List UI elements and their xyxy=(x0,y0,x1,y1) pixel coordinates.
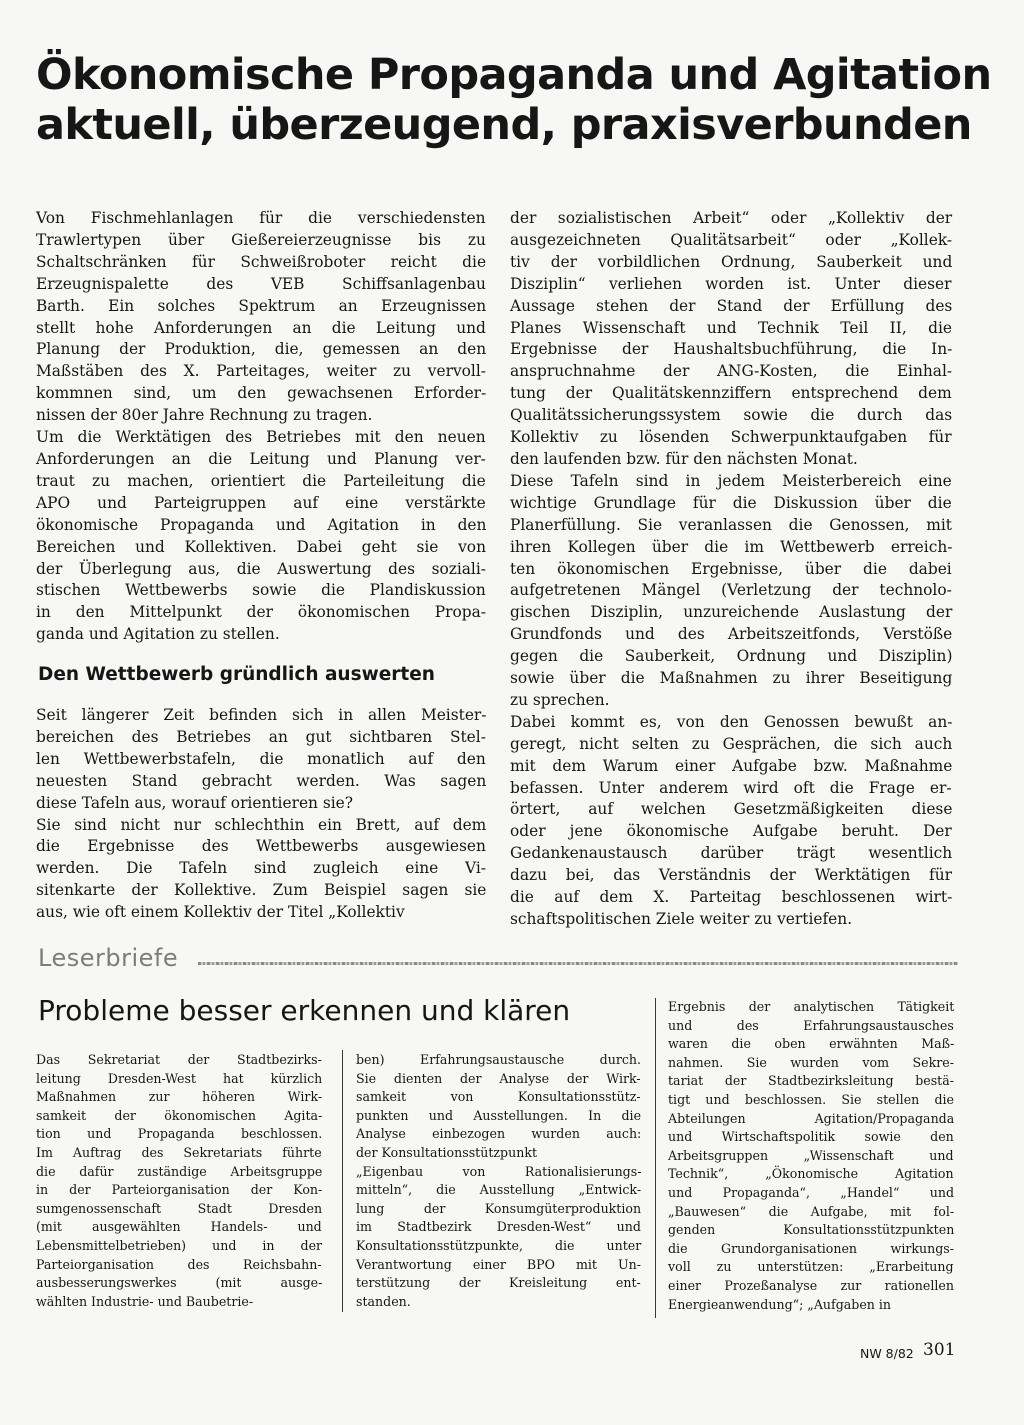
letter-column-1 xyxy=(36,1051,322,1311)
text-line: Disziplin“ verliehen worden ist. Unter dieser xyxy=(510,274,952,293)
text-line: aus, wie oft einem Kollektiv der Titel „Kollektiv xyxy=(36,903,405,922)
text-line: werden. Die Tafeln sind zugleich eine Vi- xyxy=(36,859,486,878)
text-line: nissen der 80er Jahre Rechnung zu tragen. xyxy=(36,406,373,425)
article-column-left-bottom xyxy=(36,705,486,924)
text-line: Trawlertypen über Gießereierzeugnisse bis zu xyxy=(36,230,486,249)
page-number: 301 xyxy=(923,1340,956,1360)
text-line: wichtige Grundlage für die Diskussion über die xyxy=(510,493,952,512)
column-rule xyxy=(342,1050,343,1312)
text-line: sumgenossenschaft Stadt Dresden xyxy=(36,1200,323,1216)
text-line: samkeit der ökonomischen Agita- xyxy=(36,1107,323,1123)
text-line: schaftspolitischen Ziele weiter zu vertiefen. xyxy=(510,910,853,928)
text-line: neuesten Stand gebracht werden. Was sagen xyxy=(36,771,487,790)
text-line: ausgezeichneten Qualitätsarbeit“ oder „Kollek- xyxy=(510,230,953,249)
text-line: Im Auftrag des Sekretariats führte xyxy=(36,1144,322,1160)
text-line: wählten Industrie- und Baubetrie- xyxy=(36,1293,254,1309)
text-line: diese Tafeln aus, worauf orientieren sie? xyxy=(36,793,354,812)
text-line: gischen Disziplin, unzureichende Auslastung der xyxy=(510,603,953,622)
text-line: stischen Wettbewerbs sowie die Plandiskussion xyxy=(36,581,486,600)
text-line: sitenkarte der Kollektive. Zum Beispiel sagen sie xyxy=(36,881,487,900)
paragraph xyxy=(668,998,954,1314)
text-line: aufgetretenen Mängel (Verletzung der technolo- xyxy=(510,581,952,600)
text-line: der sozialistischen Arbeit“ oder „Kollektiv der xyxy=(510,209,953,227)
text-line: ihren Kollegen über die im Wettbewerb erreich- xyxy=(510,537,953,556)
text-line: Um die Werktätigen des Betriebes mit den neuen xyxy=(36,428,486,447)
text-line: traut zu machen, orientiert die Parteileitung die xyxy=(36,471,486,490)
text-line: Das Sekretariat der Stadtbezirks- xyxy=(36,1052,322,1067)
text-line: dazu bei, das Verständnis der Werktätigen für xyxy=(510,866,953,885)
text-line: Energieanwendung“; „Aufgaben in xyxy=(668,1296,892,1312)
text-line: tariat der Stadtbezirksleitung bestä- xyxy=(668,1073,954,1089)
text-line: ten ökonomischen Ergebnisse, über die dabei xyxy=(510,559,952,578)
text-line: leitung Dresden-West hat kürzlich xyxy=(36,1070,323,1086)
text-line: ökonomische Propaganda und Agitation in den xyxy=(36,515,487,534)
letter-column-2 xyxy=(356,1051,641,1311)
text-line: (mit ausgewählten Handels- und xyxy=(36,1219,322,1235)
text-line: sowie über die Maßnahmen zu ihrer Beseitigung xyxy=(510,669,953,688)
text-line: einer Prozeßanalyse zur rationellen xyxy=(668,1277,954,1293)
paragraph xyxy=(36,208,486,427)
paragraph xyxy=(510,471,952,712)
text-line: geregt, nicht selten zu Gesprächen, die sich auch xyxy=(510,734,953,753)
headline-line: Ökonomische Propaganda und Agitation xyxy=(36,50,992,100)
text-line: Kollektiv zu lösenden Schwerpunktaufgaben für xyxy=(510,428,952,447)
text-line: die Ergebnisse des Wettbewerbs ausgewiesen xyxy=(36,837,486,856)
text-line: nahmen. Sie wurden vom Sekre- xyxy=(668,1054,954,1070)
text-line: zu sprechen. xyxy=(510,690,610,709)
text-line: stellt hohe Anforderungen an die Leitung und xyxy=(36,318,486,337)
text-line: Seit längerer Zeit befinden sich in allen Meister- xyxy=(36,706,487,724)
text-line: waren die oben erwähnten Maß- xyxy=(668,1036,955,1052)
article-headline xyxy=(36,50,996,150)
text-line: samkeit von Konsultationsstütz- xyxy=(356,1089,641,1105)
text-line: tiv der vorbildlichen Ordnung, Sauberkeit und xyxy=(510,252,953,271)
article-subheading: Den Wettbewerb gründlich auswerten xyxy=(38,664,435,685)
text-line: Dabei kommt es, von den Genossen bewußt an- xyxy=(510,712,953,731)
paragraph xyxy=(36,815,486,925)
text-line: Grundfonds und des Arbeitszeitfonds, Verstöße xyxy=(510,625,953,644)
text-line: punkten und Ausstellungen. In die xyxy=(356,1107,642,1123)
paragraph xyxy=(356,1051,641,1311)
text-line: Analyse einbezogen wurden auch: xyxy=(356,1126,642,1142)
letter-headline: Probleme besser erkennen und klären xyxy=(38,994,571,1027)
text-line: und Propaganda“, „Handel“ und xyxy=(668,1184,955,1200)
text-line: APO und Parteigruppen auf eine verstärkte xyxy=(36,493,486,512)
article-column-right xyxy=(510,208,952,931)
text-line: Sie dienten der Analyse der Wirk- xyxy=(356,1070,641,1086)
text-line: tung der Qualitätskennziffern entsprechend dem xyxy=(510,384,952,403)
text-line: voll zu unterstützen: „Erarbeitung xyxy=(668,1259,954,1275)
text-line: der Konsultationsstützpunkt xyxy=(356,1144,538,1160)
text-line: genden Konsultationsstützpunkten xyxy=(668,1222,955,1238)
text-line: örtert, auf welchen Gesetzmäßigkeiten diese xyxy=(510,800,953,819)
journal-reference: NW 8/82 xyxy=(860,1346,914,1361)
text-line: Konsultationsstützpunkte, die unter xyxy=(356,1237,642,1253)
text-line: len Wettbewerbstafeln, die monatlich auf den xyxy=(36,749,486,768)
text-line: Schaltschränken für Schweißroboter reicht die xyxy=(36,252,487,271)
text-line: Bereichen und Kollektiven. Dabei geht sie von xyxy=(36,537,486,556)
text-line: anspruchnahme der ANG-Kosten, die Einhal- xyxy=(510,362,953,381)
text-line: standen. xyxy=(356,1293,411,1309)
text-line: in der Parteiorganisation der Kon- xyxy=(36,1182,323,1198)
column-rule xyxy=(655,998,656,1318)
text-line: die Grundorganisationen wirkungs- xyxy=(668,1240,955,1256)
text-line: Ergebnisse der Haushaltsbuchführung, die In- xyxy=(510,340,953,359)
text-line: Erzeugnispalette des VEB Schiffsanlagenbau xyxy=(36,274,486,293)
text-line: oder jene ökonomische Aufgabe beruht. Der xyxy=(510,822,952,841)
text-line: befassen. Unter anderem wird oft die Frage er- xyxy=(510,778,952,797)
text-line: Arbeitsgruppen „Wissenschaft und xyxy=(668,1147,954,1163)
text-line: und Wirtschaftspolitik sowie den xyxy=(668,1129,954,1145)
text-line: Verantwortung einer BPO mit Un- xyxy=(356,1256,641,1272)
text-line: Maßnahmen zur höheren Wirk- xyxy=(36,1089,323,1105)
text-line: Sie sind nicht nur schlechthin ein Brett, auf dem xyxy=(36,815,487,834)
text-line: ausbesserungswerkes (mit ausge- xyxy=(36,1275,323,1291)
text-line: Qualitätssicherungssystem sowie die durch das xyxy=(510,406,953,425)
text-line: Barth. Ein solches Spektrum an Erzeugnissen xyxy=(36,296,487,315)
text-line: „Eigenbau von Rationalisierungs- xyxy=(356,1163,642,1179)
text-line: Diese Tafeln sind in jedem Meisterbereich eine xyxy=(510,471,952,490)
text-line: Parteiorganisation des Reichsbahn- xyxy=(36,1256,322,1272)
text-line: Planung der Produktion, die, gemessen an den xyxy=(36,340,487,359)
letter-column-3 xyxy=(668,998,954,1314)
text-line: den laufenden bzw. für den nächsten Monat. xyxy=(510,449,858,468)
text-line: Planes Wissenschaft und Technik Teil II, die xyxy=(510,318,953,337)
text-line: „Bauwesen“ die Aufgabe, mit fol- xyxy=(668,1203,955,1219)
text-line: ganda und Agitation zu stellen. xyxy=(36,625,280,644)
text-line: Planerfüllung. Sie veranlassen die Genossen, mit xyxy=(510,515,952,534)
article-column-left-top xyxy=(36,208,486,646)
text-line: Abteilungen Agitation/Propaganda xyxy=(668,1110,955,1126)
text-line: ben) Erfahrungsaustausche durch. xyxy=(356,1052,642,1067)
text-line: die auf dem X. Parteitag beschlossenen wirt- xyxy=(510,888,953,907)
text-line: bereichen des Betriebes an gut sichtbaren Stel- xyxy=(36,727,486,746)
text-line: terstützung der Kreisleitung ent- xyxy=(356,1275,641,1291)
text-line: Technik“, „Ökonomische Agitation xyxy=(668,1166,954,1182)
paragraph xyxy=(36,705,486,815)
text-line: Von Fischmehlanlagen für die verschiedensten xyxy=(36,209,486,227)
text-line: gegen die Sauberkeit, Ordnung und Disziplin) xyxy=(510,647,953,666)
paragraph xyxy=(36,427,486,646)
text-line: Maßstäben des X. Parteitages, weiter zu vervoll- xyxy=(36,362,486,381)
text-line: in den Mittelpunkt der ökonomischen Propa- xyxy=(36,603,486,622)
section-divider xyxy=(198,962,958,965)
text-line: im Stadtbezirk Dresden-West“ und xyxy=(356,1219,641,1235)
paragraph xyxy=(510,712,952,931)
text-line: Anforderungen an die Leitung und Planung ver- xyxy=(36,449,486,468)
text-line: Gedankenaustausch darüber trägt wesentlich xyxy=(510,844,953,863)
text-line: mit dem Warum einer Aufgabe bzw. Maßnahme xyxy=(510,756,953,775)
text-line: Ergebnis der analytischen Tätigkeit xyxy=(668,999,955,1014)
paragraph xyxy=(510,208,952,471)
text-line: mitteln“, die Ausstellung „Entwick- xyxy=(356,1182,642,1198)
headline-line: aktuell, überzeugend, praxisverbunden xyxy=(36,100,972,150)
text-line: Lebensmittelbetrieben) und in der xyxy=(36,1237,323,1253)
text-line: der Überlegung aus, die Auswertung des soziali- xyxy=(36,559,486,578)
text-line: lung der Konsumgüterproduktion xyxy=(356,1200,642,1216)
text-line: und des Erfahrungsaustausches xyxy=(668,1017,954,1033)
paragraph xyxy=(36,1051,322,1311)
text-line: tion und Propaganda beschlossen. xyxy=(36,1126,323,1142)
text-line: die dafür zuständige Arbeitsgruppe xyxy=(36,1163,323,1179)
text-line: kommnen sind, um den gewachsenen Erforder- xyxy=(36,384,487,403)
section-label-leserbriefe: Leserbriefe xyxy=(38,944,179,972)
text-line: Aussage stehen der Stand der Erfüllung des xyxy=(510,296,953,315)
text-line: tigt und beschlossen. Sie stellen die xyxy=(668,1091,955,1107)
